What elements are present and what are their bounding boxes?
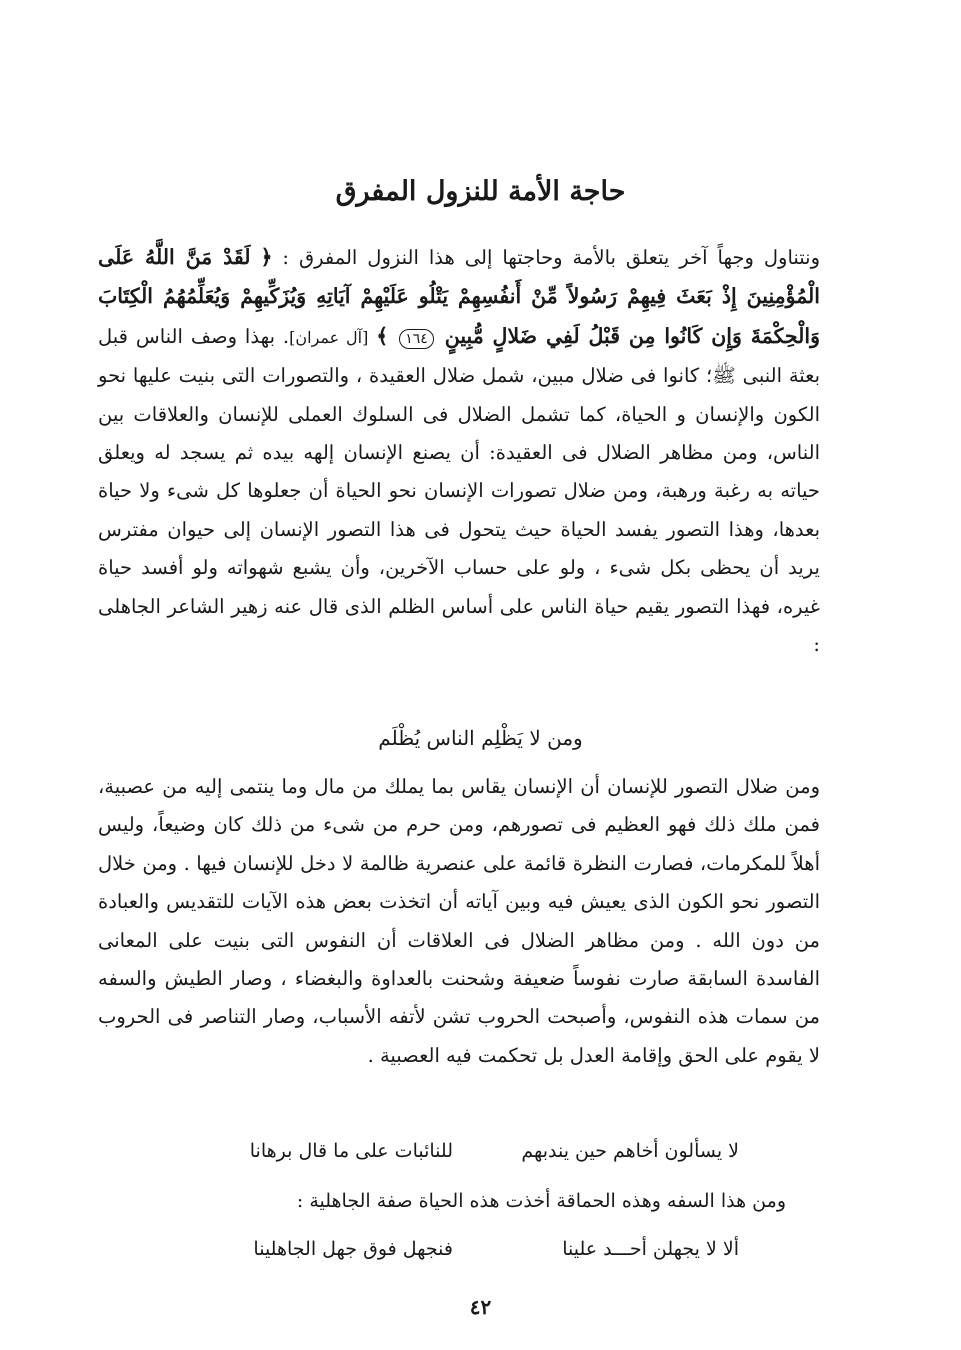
quran-close-bracket: ﴾ <box>376 323 389 348</box>
page-number: ٤٢ <box>469 1295 492 1319</box>
paragraph-intro: ونتناول وجهاً آخر يتعلق بالأمة وحاجتها إلى هذا النزول المفرق : <box>272 246 820 269</box>
poem-1-first-hemistich: لا يسألون أخاهم حين يندبهم <box>521 1140 739 1162</box>
quran-open-bracket: ﴿ <box>260 245 273 269</box>
quran-verse: لَقَدْ مَنَّ اللَّهُ عَلَى الْمُؤْمِنِينَ إِذْ بَعَثَ فِيهِمْ رَسُولاً مِّنْ أَنفُسِهِمْ يَتْلُو عَلَيْهِمْ آيَاتِهِ وَيُزَكِّيهِمْ وَيُعَلِّمُهُمُ الْكِتَابَ وَالْحِكْمَةَ وَإِن كَانُوا مِن قَبْلُ لَفِي ضَلالٍ مُّبِينٍ <box>98 245 820 348</box>
poem-1-second-hemistich: للنائبات على ما قال برهانا <box>249 1140 453 1162</box>
ayah-number: ١٦٤ <box>399 329 434 349</box>
poem-2-first-hemistich: ألا لا يجهلن أحـــد علينا <box>562 1238 739 1260</box>
poem-2-second-hemistich: فنجهل فوق جهل الجاهلينا <box>253 1238 453 1260</box>
page-title: حاجة الأمة للنزول المفرق <box>335 176 626 207</box>
paragraph-2: ومن ضلال التصور للإنسان أن الإنسان يقاس بما يملك من مال وما ينتمى إليه من عصبية، فمن ملك ذلك فهو العظيم فى تصورهم، ومن حرم من شىء من ذلك كان وضيعاً، وليس أهلاً للمكرمات، فصارت النظرة قائمة على عنصرية ظالمة لا دخل للإنسان فيها . ومن خلال التصور نحو الكون الذى يعيش فيه وبين آياته أن اتخذت بعض هذه الآيات للتقديس والعبادة من دون الله . ومن مظاهر الضلال فى العلاقات أن النفوس التى بنيت على المعانى الفاسدة السابقة صارت نفوساً ضعيفة وشحنت بالعداوة والبغضاء ، وصار الطيش والسفه من سمات هذه النفوس، وأصبحت الحروب تشن لأتفه الأسباب، وصار التناصر فى الحروب لا يقوم على الحق وإقامة العدل بل تحكمت فيه العصبية . <box>98 775 820 1067</box>
surah-citation: [آل عمران] <box>289 327 369 347</box>
poetry-verse-zuhair: ومن لا يَظْلِم الناس يُظْلَم <box>378 726 583 750</box>
paragraph-body: . بهذا وصف الناس قبل بعثة النبى ﷺ؛ كانوا فى ضلال مبين، شمل ضلال العقيدة ، والتصورات التى بنيت عليها نحو الكون والإنسان و الحياة، كما تشمل الضلال فى السلوك العملى للإنسان والعلاقات بين الناس، ومن مظاهر الضلال فى العقيدة: أن يصنع الإنسان إلهه بيده ثم يسجد له ويعلق حياته به رغبة ورهبة، ومن ضلال تصورات الإنسان نحو الحياة أن جعلوها كل شىء ولا حياة بعدها، وهذا التصور يفسد الحياة حيث يتحول فى هذا التصور الإنسان إلى حيوان مفترس يريد أن يحظى بكل شىء ، ولو على حساب الآخرين، وأن يشبع شهواته ولو أفسد حياة غيره، فهذا التصور يقيم حياة الناس على أساس الظلم الذى قال عنه زهير الشاعر الجاهلى : <box>98 324 820 657</box>
poem-intro-line: ومن هذا السفه وهذه الحماقة أخذت هذه الحياة صفة الجاهلية : <box>296 1190 786 1212</box>
paragraph-1 <box>98 238 820 664</box>
